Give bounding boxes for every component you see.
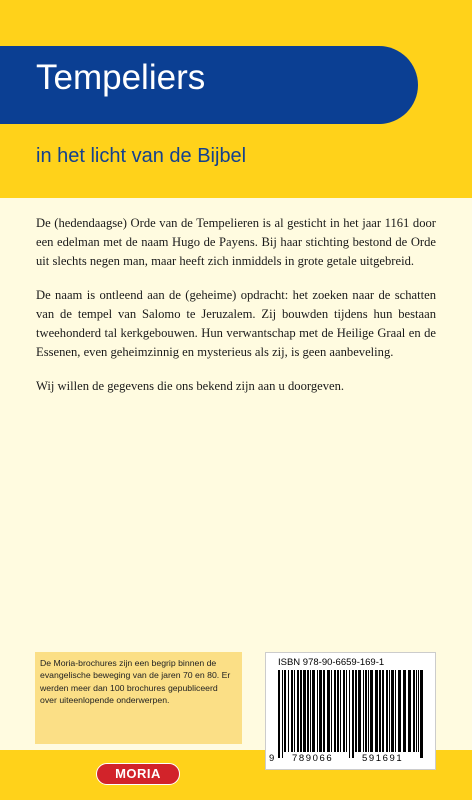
barcode-bars-icon	[278, 670, 426, 760]
barcode-bar	[395, 670, 396, 752]
barcode-bar	[343, 670, 345, 752]
barcode-bar	[358, 670, 361, 752]
barcode-bar	[391, 670, 394, 752]
barcode-box	[265, 652, 436, 770]
barcode-bar	[294, 670, 295, 752]
blurb-paragraph-2: De naam is ontleend aan de (geheime) opdracht: het zoeken naar de schatten van de tempel van Salomo te Jeruzalem. Zij bouwden tijdens hun bestaan tweehonderd tal kerkgebouwen. Hun verwantschap met de Heilige Graal en de Essenen, even geheimzinnig en mysterieus als zij, is geen aanbeveling.	[36, 288, 436, 359]
barcode-bar	[278, 670, 280, 758]
barcode-bar	[284, 670, 286, 752]
barcode-bar	[365, 670, 367, 752]
barcode-bar	[379, 670, 381, 752]
blurb-text	[36, 214, 436, 411]
barcode-bar	[310, 670, 311, 752]
barcode-bar	[297, 670, 299, 752]
barcode-bar	[288, 670, 289, 752]
barcode-bar	[375, 670, 378, 752]
barcode-bar	[386, 670, 388, 752]
barcode-bar	[403, 670, 406, 752]
book-title: Tempeliers	[36, 58, 206, 97]
book-subtitle: in het licht van de Bijbel	[36, 145, 247, 167]
ean-digits	[266, 753, 437, 767]
isbn-label: ISBN 978-90-6659-169-1	[278, 657, 385, 668]
barcode-bar	[349, 670, 350, 758]
ean-first-digit: 9	[269, 753, 275, 764]
barcode-bar	[413, 670, 415, 752]
barcode-bar	[327, 670, 330, 752]
barcode-bar	[416, 670, 417, 752]
barcode-bar	[355, 670, 357, 752]
blurb-paragraph-3: Wij willen de gegevens die ons bekend zijn aan u doorgeven.	[36, 379, 345, 393]
barcode-bar	[291, 670, 293, 752]
barcode-bar	[312, 670, 315, 752]
barcode-bar	[307, 670, 309, 752]
barcode-bar	[418, 670, 419, 752]
barcode-bar	[398, 670, 401, 752]
barcode-bar	[303, 670, 306, 752]
barcode-bar	[408, 670, 411, 752]
barcode-bar	[368, 670, 369, 752]
series-info-box: De Moria-brochures zijn een begrip binnen de evangelische beweging van de jaren 70 en 80. Er werden meer dan 100 brochures gepubliceerd over uiteenlopende onderwerpen.	[35, 652, 242, 744]
ean-left-digits: 789066	[292, 753, 334, 764]
barcode-bar	[334, 670, 336, 752]
ean-right-digits: 591691	[362, 753, 404, 764]
barcode-bar	[323, 670, 325, 752]
barcode-bar	[282, 670, 283, 758]
barcode-bar	[319, 670, 322, 752]
moria-logo: MORIA	[96, 763, 180, 785]
barcode-bar	[331, 670, 332, 752]
barcode-bar	[352, 670, 354, 758]
barcode-bar	[317, 670, 318, 752]
barcode-bar	[420, 670, 423, 758]
barcode-bar	[363, 670, 364, 752]
barcode-bar	[389, 670, 390, 752]
blurb-paragraph-1: De (hedendaagse) Orde van de Tempelieren is al gesticht in het jaar 1161 door een edelman met de naam Hugo de Payens. Bij haar stichting bestond de Orde uit slechts negen man, maar heeft zich inmiddels in grote getale uitgebreid.	[36, 216, 436, 268]
barcode-bar	[382, 670, 384, 752]
barcode-bar	[300, 670, 302, 752]
barcode-bar	[337, 670, 339, 752]
barcode-bar	[346, 670, 347, 752]
barcode-bar	[340, 670, 341, 752]
barcode-bar	[370, 670, 373, 752]
